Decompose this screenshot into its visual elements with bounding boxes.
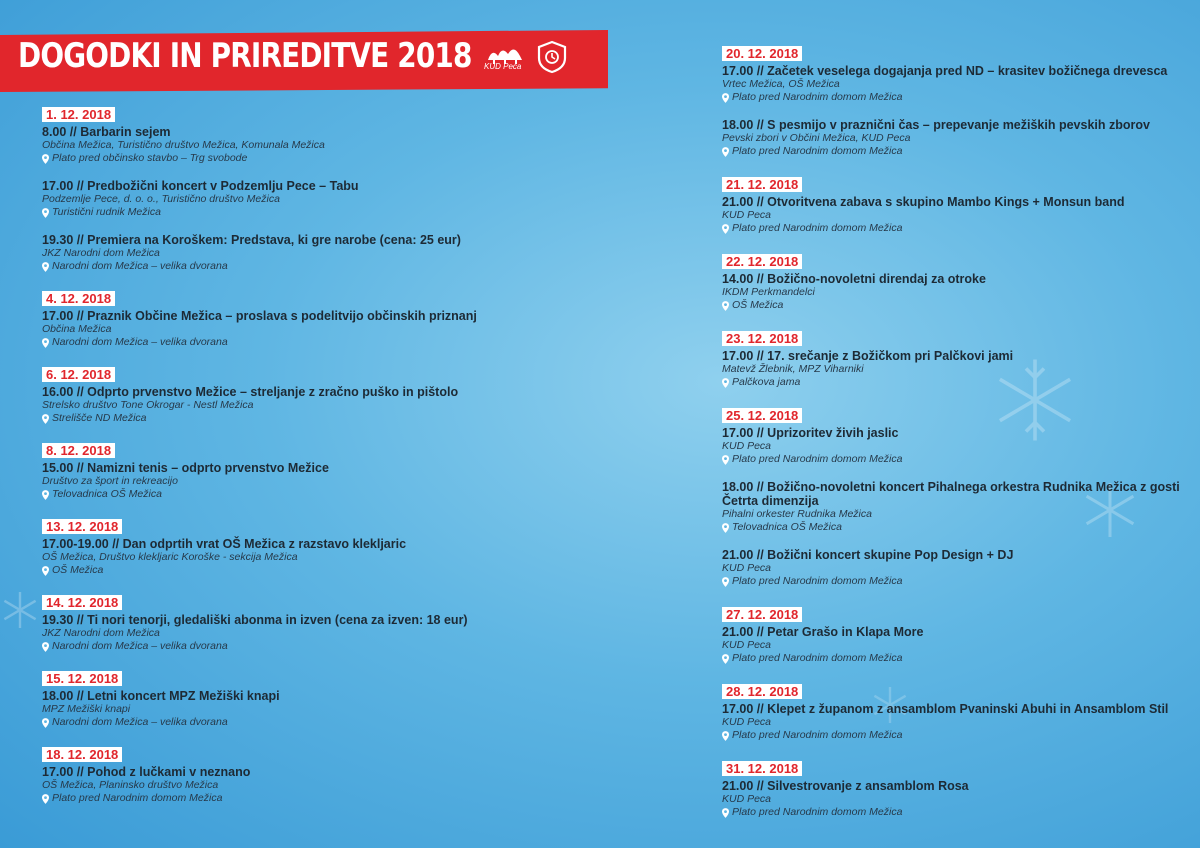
- event-location: [42, 716, 602, 729]
- event-day: [722, 176, 1182, 235]
- event-item: [42, 613, 602, 653]
- event-location: [722, 222, 1182, 235]
- event-date: 1. 12. 2018: [42, 107, 115, 122]
- location-pin-icon: [722, 93, 729, 103]
- event-location-text: Palčkova jama: [732, 376, 801, 388]
- event-item: [722, 64, 1182, 104]
- event-title: 17.00 // Praznik Občine Mežica – proslava s podelitvijo občinskih priznanj: [42, 309, 477, 323]
- event-location-text: Plato pred Narodnim domom Mežica: [732, 222, 903, 234]
- event-location: [42, 206, 602, 219]
- event-title: 18.00 // Letni koncert MPZ Mežiški knapi: [42, 689, 280, 703]
- event-location-text: Turistični rudnik Mežica: [52, 206, 161, 218]
- event-organizer: KUD Peca: [722, 440, 772, 452]
- location-pin-icon: [42, 718, 49, 728]
- event-location-text: Plato pred Narodnim domom Mežica: [732, 91, 903, 103]
- event-title: 18.00 // S pesmijo v praznični čas – prepevanje mežiških pevskih zborov: [722, 118, 1150, 132]
- location-pin-icon: [722, 654, 729, 664]
- location-pin-icon: [722, 731, 729, 741]
- logo-text: KUD Peca: [484, 62, 522, 71]
- event-title: 17.00 // Pohod z lučkami v neznano: [42, 765, 251, 779]
- event-item: [42, 233, 602, 273]
- location-pin-icon: [722, 577, 729, 587]
- location-pin-icon: [42, 794, 49, 804]
- event-location-text: Plato pred Narodnim domom Mežica: [732, 806, 903, 818]
- event-organizer: KUD Peca: [722, 793, 772, 805]
- event-location-text: Plato pred Narodnim domom Mežica: [732, 453, 903, 465]
- event-location: [42, 336, 602, 349]
- event-date: 31. 12. 2018: [722, 761, 802, 776]
- event-location-text: Telovadnica OŠ Mežica: [52, 488, 162, 500]
- event-day: [42, 442, 602, 501]
- snowflake-decoration: [0, 590, 40, 630]
- location-pin-icon: [42, 642, 49, 652]
- location-pin-icon: [42, 414, 49, 424]
- event-date: 28. 12. 2018: [722, 684, 802, 699]
- event-title: 17.00 // 17. srečanje z Božičkom pri Palčkovi jami: [722, 349, 1014, 363]
- event-title: 17.00 // Klepet z županom z ansamblom Pvaninski Abuhi in Ansamblom Stil: [722, 702, 1169, 716]
- event-item: [722, 779, 1182, 819]
- event-title: 15.00 // Namizni tenis – odprto prvenstvo Mežice: [42, 461, 329, 475]
- location-pin-icon: [722, 224, 729, 234]
- location-pin-icon: [42, 490, 49, 500]
- event-location: [722, 521, 1182, 534]
- event-location-text: Strelišče ND Mežica: [52, 412, 147, 424]
- event-day: [42, 290, 602, 349]
- event-location-text: Narodni dom Mežica – velika dvorana: [52, 336, 228, 348]
- event-location: [722, 453, 1182, 466]
- event-date: 25. 12. 2018: [722, 408, 802, 423]
- event-location-text: Telovadnica OŠ Mežica: [732, 521, 842, 533]
- left-event-column: [42, 106, 602, 822]
- event-organizer: Vrtec Mežica, OŠ Mežica: [722, 78, 840, 90]
- page-title: DOGODKI IN PRIREDITVE 2018: [18, 36, 472, 76]
- event-location-text: Narodni dom Mežica – velika dvorana: [52, 716, 228, 728]
- event-day: [722, 253, 1182, 312]
- location-pin-icon: [722, 301, 729, 311]
- event-item: [722, 625, 1182, 665]
- event-day: [42, 106, 602, 273]
- event-organizer: KUD Peca: [722, 209, 772, 221]
- event-location-text: Plato pred Narodnim domom Mežica: [732, 575, 903, 587]
- shield-logo-icon: [536, 40, 568, 74]
- event-title: 19.30 // Premiera na Koroškem: Predstava, ki gre narobe (cena: 25 eur): [42, 233, 461, 247]
- event-title: 21.00 // Božični koncert skupine Pop Design + DJ: [722, 548, 1014, 562]
- event-location: [722, 806, 1182, 819]
- event-location-text: Plato pred Narodnim domom Mežica: [732, 652, 903, 664]
- event-day: [722, 606, 1182, 665]
- event-location: [42, 488, 602, 501]
- event-day: [42, 518, 602, 577]
- event-organizer: KUD Peca: [722, 562, 772, 574]
- event-title: 21.00 // Silvestrovanje z ansamblom Rosa: [722, 779, 969, 793]
- event-location: [42, 412, 602, 425]
- location-pin-icon: [42, 208, 49, 218]
- event-date: 23. 12. 2018: [722, 331, 802, 346]
- event-organizer: OŠ Mežica, Planinsko društvo Mežica: [42, 779, 219, 791]
- event-title: 16.00 // Odprto prvenstvo Mežice – streljanje z zračno puško in pištolo: [42, 385, 459, 399]
- event-date: 21. 12. 2018: [722, 177, 802, 192]
- event-title: 17.00 // Uprizoritev živih jaslic: [722, 426, 899, 440]
- event-location: [722, 652, 1182, 665]
- event-organizer: Podzemlje Pece, d. o. o., Turistično društvo Mežica: [42, 193, 280, 205]
- event-title: 8.00 // Barbarin sejem: [42, 125, 171, 139]
- event-title: 18.00 // Božično-novoletni koncert Pihalnega orkestra Rudnika Mežica z gosti Četrta dimenzija: [722, 480, 1180, 508]
- location-pin-icon: [722, 378, 729, 388]
- event-day: [722, 683, 1182, 742]
- event-item: [42, 461, 602, 501]
- event-organizer: Občina Mežica: [42, 323, 112, 335]
- event-date: 4. 12. 2018: [42, 291, 115, 306]
- event-organizer: Strelsko društvo Tone Okrogar - Nestl Mežica: [42, 399, 254, 411]
- event-organizer: Pevski zbori v Občini Mežica, KUD Peca: [722, 132, 911, 144]
- event-date: 14. 12. 2018: [42, 595, 122, 610]
- event-item: [42, 765, 602, 805]
- event-location-text: OŠ Mežica: [52, 564, 104, 576]
- location-pin-icon: [42, 154, 49, 164]
- location-pin-icon: [722, 523, 729, 533]
- event-organizer: Občina Mežica, Turistično društvo Mežica, Komunala Mežica: [42, 139, 325, 151]
- event-title: 21.00 // Otvoritvena zabava s skupino Mambo Kings + Monsun band: [722, 195, 1125, 209]
- event-location-text: Plato pred Narodnim domom Mežica: [52, 792, 223, 804]
- event-date: 15. 12. 2018: [42, 671, 122, 686]
- location-pin-icon: [42, 338, 49, 348]
- event-organizer: JKZ Narodni dom Mežica: [42, 247, 160, 259]
- right-event-column: [722, 45, 1182, 837]
- location-pin-icon: [722, 808, 729, 818]
- event-location: [722, 145, 1182, 158]
- event-organizer: OŠ Mežica, Društvo klekljaric Koroške - sekcija Mežica: [42, 551, 298, 563]
- event-item: [42, 537, 602, 577]
- event-organizer: KUD Peca: [722, 639, 772, 651]
- event-item: [722, 480, 1182, 534]
- event-location: [722, 729, 1182, 742]
- event-location: [722, 575, 1182, 588]
- event-date: 22. 12. 2018: [722, 254, 802, 269]
- event-location: [42, 640, 602, 653]
- location-pin-icon: [722, 147, 729, 157]
- event-date: 8. 12. 2018: [42, 443, 115, 458]
- event-organizer: MPZ Mežiški knapi: [42, 703, 131, 715]
- event-organizer: Pihalni orkester Rudnika Mežica: [722, 508, 872, 520]
- event-day: [42, 670, 602, 729]
- event-day: [42, 746, 602, 805]
- event-location-text: Plato pred Narodnim domom Mežica: [732, 729, 903, 741]
- event-day: [42, 594, 602, 653]
- event-organizer: Matevž Žlebnik, MPZ Viharniki: [722, 363, 864, 375]
- event-location-text: Narodni dom Mežica – velika dvorana: [52, 640, 228, 652]
- event-title: 21.00 // Petar Grašo in Klapa More: [722, 625, 924, 639]
- event-title: 17.00 // Predbožični koncert v Podzemlju Pece – Tabu: [42, 179, 359, 193]
- event-day: [722, 330, 1182, 389]
- event-item: [42, 385, 602, 425]
- event-item: [722, 272, 1182, 312]
- event-item: [722, 195, 1182, 235]
- event-location: [42, 260, 602, 273]
- event-location-text: Narodni dom Mežica – velika dvorana: [52, 260, 228, 272]
- event-day: [722, 45, 1182, 158]
- event-item: [42, 179, 602, 219]
- event-item: [722, 548, 1182, 588]
- location-pin-icon: [42, 566, 49, 576]
- event-item: [42, 309, 602, 349]
- event-date: 27. 12. 2018: [722, 607, 802, 622]
- event-organizer: KUD Peca: [722, 716, 772, 728]
- event-item: [722, 702, 1182, 742]
- event-location: [722, 299, 1182, 312]
- event-location: [42, 792, 602, 805]
- event-item: [722, 426, 1182, 466]
- event-date: 20. 12. 2018: [722, 46, 802, 61]
- event-location-text: Plato pred Narodnim domom Mežica: [732, 145, 903, 157]
- event-date: 6. 12. 2018: [42, 367, 115, 382]
- event-title: 17.00 // Začetek veselega dogajanja pred ND – krasitev božičnega drevesca: [722, 64, 1168, 78]
- event-day: [42, 366, 602, 425]
- event-item: [722, 118, 1182, 158]
- event-location: [722, 91, 1182, 104]
- event-date: 18. 12. 2018: [42, 747, 122, 762]
- event-title: 14.00 // Božično-novoletni direndaj za otroke: [722, 272, 986, 286]
- event-location: [722, 376, 1182, 389]
- event-day: [722, 407, 1182, 588]
- location-pin-icon: [722, 455, 729, 465]
- event-item: [722, 349, 1182, 389]
- event-organizer: JKZ Narodni dom Mežica: [42, 627, 160, 639]
- event-item: [42, 125, 602, 165]
- event-title: 19.30 // Ti nori tenorji, gledališki abonma in izven (cena za izven: 18 eur): [42, 613, 468, 627]
- location-pin-icon: [42, 262, 49, 272]
- event-day: [722, 760, 1182, 819]
- event-location: [42, 152, 602, 165]
- event-location-text: OŠ Mežica: [732, 299, 784, 311]
- event-date: 13. 12. 2018: [42, 519, 122, 534]
- event-organizer: Društvo za šport in rekreacijo: [42, 475, 178, 487]
- event-location-text: Plato pred občinsko stavbo – Trg svobode: [52, 152, 248, 164]
- event-organizer: IKDM Perkmandelci: [722, 286, 815, 298]
- event-location: [42, 564, 602, 577]
- event-title: 17.00-19.00 // Dan odprtih vrat OŠ Mežica z razstavo klekljaric: [42, 537, 407, 551]
- event-item: [42, 689, 602, 729]
